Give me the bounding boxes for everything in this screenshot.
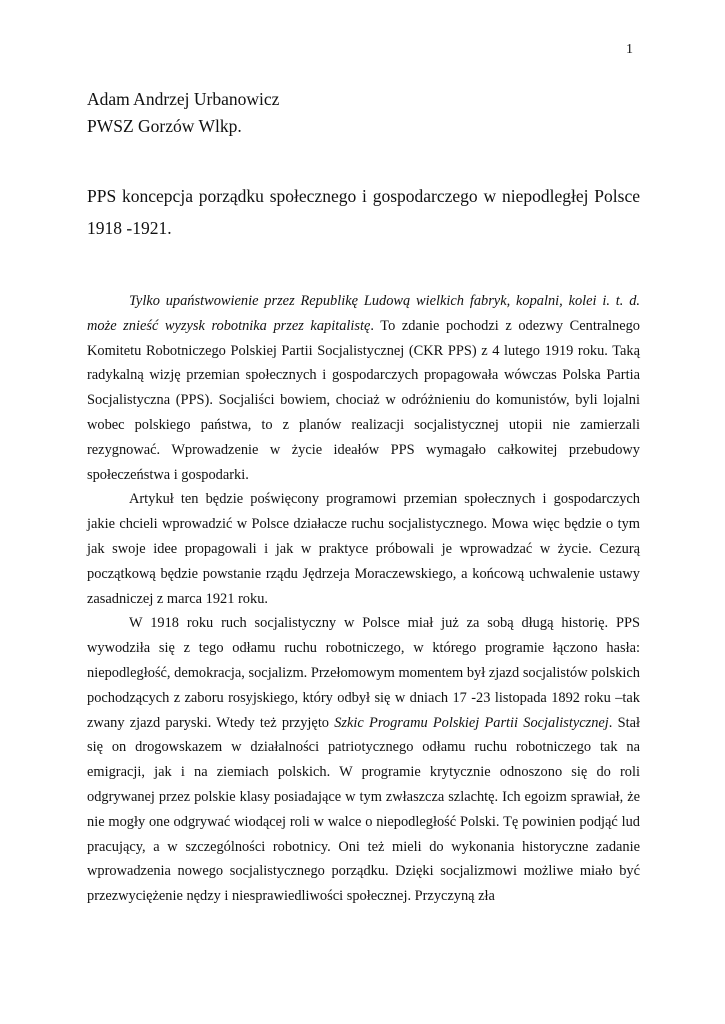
paragraph-2: Artykuł ten będzie poświęcony programowi przemian społecznych i gospodarczych jakie chcieli wprowadzić w Polsce działacze ruchu socjalistycznego. Mowa więc będzie o tym jak swoje idee propagowali i jak w praktyce próbowali je wprowadzać w życie. Cezurą początkową będzie powstanie rządu Jędrzeja Moraczewskiego, a końcową uchwalenie ustawy zasadniczej z marca 1921 roku. bbox=[87, 491, 640, 607]
page-number: 1 bbox=[626, 42, 633, 57]
author-affiliation: PWSZ Gorzów Wlkp. bbox=[87, 116, 242, 136]
paragraph-3-text-b: . Stał się on drogowskazem w działalności patriotycznego odłamu ruchu robotniczego tak na emigracji, jak i na ziemiach polskich. W programie krytycznie odnoszono się do roli odgrywanej przez polskie klasy posiadające w tym zwłaszcza szlachtę. Ich egoizm sprawiał, że nie mogły one odgrywać wiodącej roli w walce o niepodległość Polski. Tę powinien podjąć lud pracujący, a w szczególności robotnicy. Oni też mieli do wykonania historyczne zadanie wprowadzenia nowego socjalistycznego porządku. Dzięki socjalizmowi możliwe miało być przezwyciężenie nędzy i niesprawiedliwości społecznej. Przyczyną zła bbox=[87, 714, 640, 905]
paragraph-3 bbox=[87, 611, 640, 909]
paragraph-1-text: . To zdanie pochodzi z odezwy Centralnego Komitetu Robotniczego Polskiej Partii Socjalistycznej (CKR PPS) z 4 lutego 1919 roku. Taką radykalną wizję przemian społecznych i gospodarczych propagowała wówczas Polska Partia Socjalistyczna (PPS). Socjaliści bowiem, chociaż w odróżnieniu do komunistów, byli lojalni wobec polskiego państwa, to z planów realizacji socjalistycznej utopii nie zamierzali rezygnować. Wprowadzenie w życie ideałów PPS wymagało całkowitej przebudowy społeczeństwa i gospodarki. bbox=[87, 317, 640, 483]
author-block bbox=[87, 86, 279, 140]
document-body bbox=[87, 289, 640, 909]
paragraph-3-text-a: W 1918 roku ruch socjalistyczny w Polsce miał już za sobą długą historię. PPS wywodziła się z tego odłamu ruchu robotniczego, w którego programie łączono hasła: niepodległość, demokracja, socjalizm. Przełomowym momentem był zjazd socjalistów polskich pochodzących z zaboru rosyjskiego, który odbył się w dniach 17 -23 listopada 1892 roku –tak zwany zjazd paryski. Wtedy też przyjęto bbox=[87, 615, 640, 731]
opening-quote: Tylko upaństwowienie przez Republikę Ludową wielkich fabryk, kopalni, kolei i. t. d. może znieść wyzysk robotnika przez kapitalistę bbox=[87, 293, 640, 334]
program-title: Szkic Programu Polskiej Partii Socjalistycznej bbox=[334, 714, 609, 731]
document-title: PPS koncepcja porządku społecznego i gospodarczego w niepodległej Polsce 1918 -1921. bbox=[87, 186, 640, 238]
author-name: Adam Andrzej Urbanowicz bbox=[87, 89, 280, 109]
paragraph-1 bbox=[87, 289, 640, 487]
